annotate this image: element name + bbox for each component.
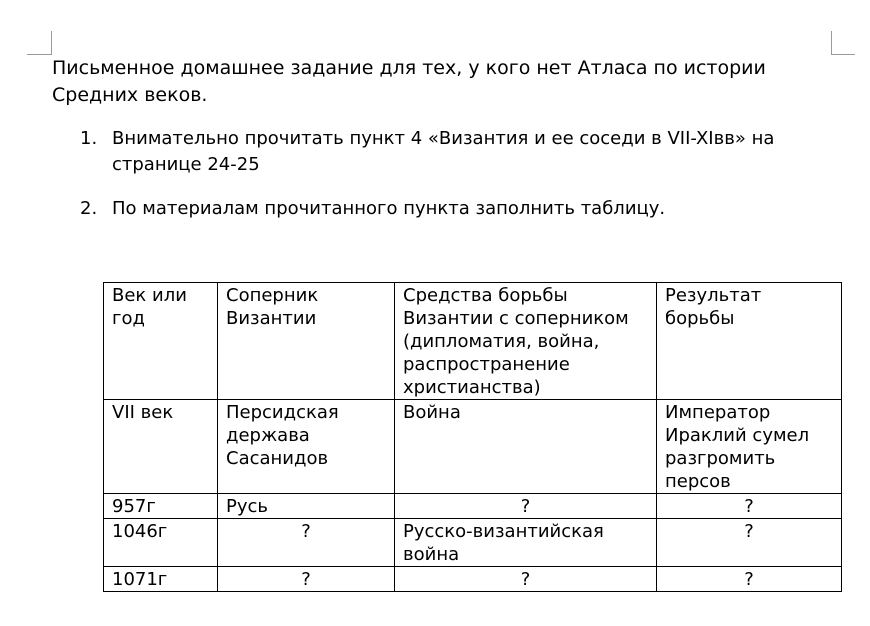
task-item-1: [80, 126, 840, 178]
table-header-row: [104, 283, 842, 400]
header-cell-rival: Соперник Византии: [218, 283, 395, 400]
table-row: [104, 567, 842, 592]
table-cell: 1071г: [104, 567, 218, 592]
table-row: [104, 494, 842, 519]
table-cell: ?: [395, 567, 657, 592]
table-cell: ?: [395, 494, 657, 519]
table-row: [104, 519, 842, 567]
table-cell: 1046г: [104, 519, 218, 567]
table-cell: Персидская держава Сасанидов: [218, 400, 395, 494]
assignment-heading: Письменное домашнее задание для тех, у кого нет Атласа по истории Средних веков.: [52, 57, 766, 106]
task-text: Внимательно прочитать пункт 4 «Византия и ее соседи в VII-XIвв» на странице 24-25: [112, 128, 775, 175]
table-cell: Русь: [218, 494, 395, 519]
table-cell: ?: [218, 519, 395, 567]
table-cell: ?: [657, 519, 842, 567]
task-text: По материалам прочитанного пункта заполнить таблицу.: [112, 198, 666, 219]
task-number: 1.: [80, 128, 98, 149]
table-cell: ?: [218, 567, 395, 592]
crop-mark-top-left-horizontal: [27, 54, 51, 55]
table-cell: ?: [657, 567, 842, 592]
history-table: [103, 282, 842, 592]
table-cell: 957г: [104, 494, 218, 519]
crop-mark-top-left-vertical: [51, 31, 52, 55]
task-number: 2.: [80, 198, 98, 219]
table-cell: Русско-византийская война: [395, 519, 657, 567]
crop-mark-top-right-vertical: [831, 31, 832, 55]
table-cell: Император Ираклий сумел разгромить персов: [657, 400, 842, 494]
table-row: [104, 400, 842, 494]
table-cell: VII век: [104, 400, 218, 494]
header-cell-result: Результат борьбы: [657, 283, 842, 400]
table-cell: ?: [657, 494, 842, 519]
header-cell-means: Средства борьбы Византии с соперником (дипломатия, война, распространение христианства): [395, 283, 657, 400]
header-cell-century: Век или год: [104, 283, 218, 400]
table-cell: Война: [395, 400, 657, 494]
task-item-2: [80, 196, 840, 222]
